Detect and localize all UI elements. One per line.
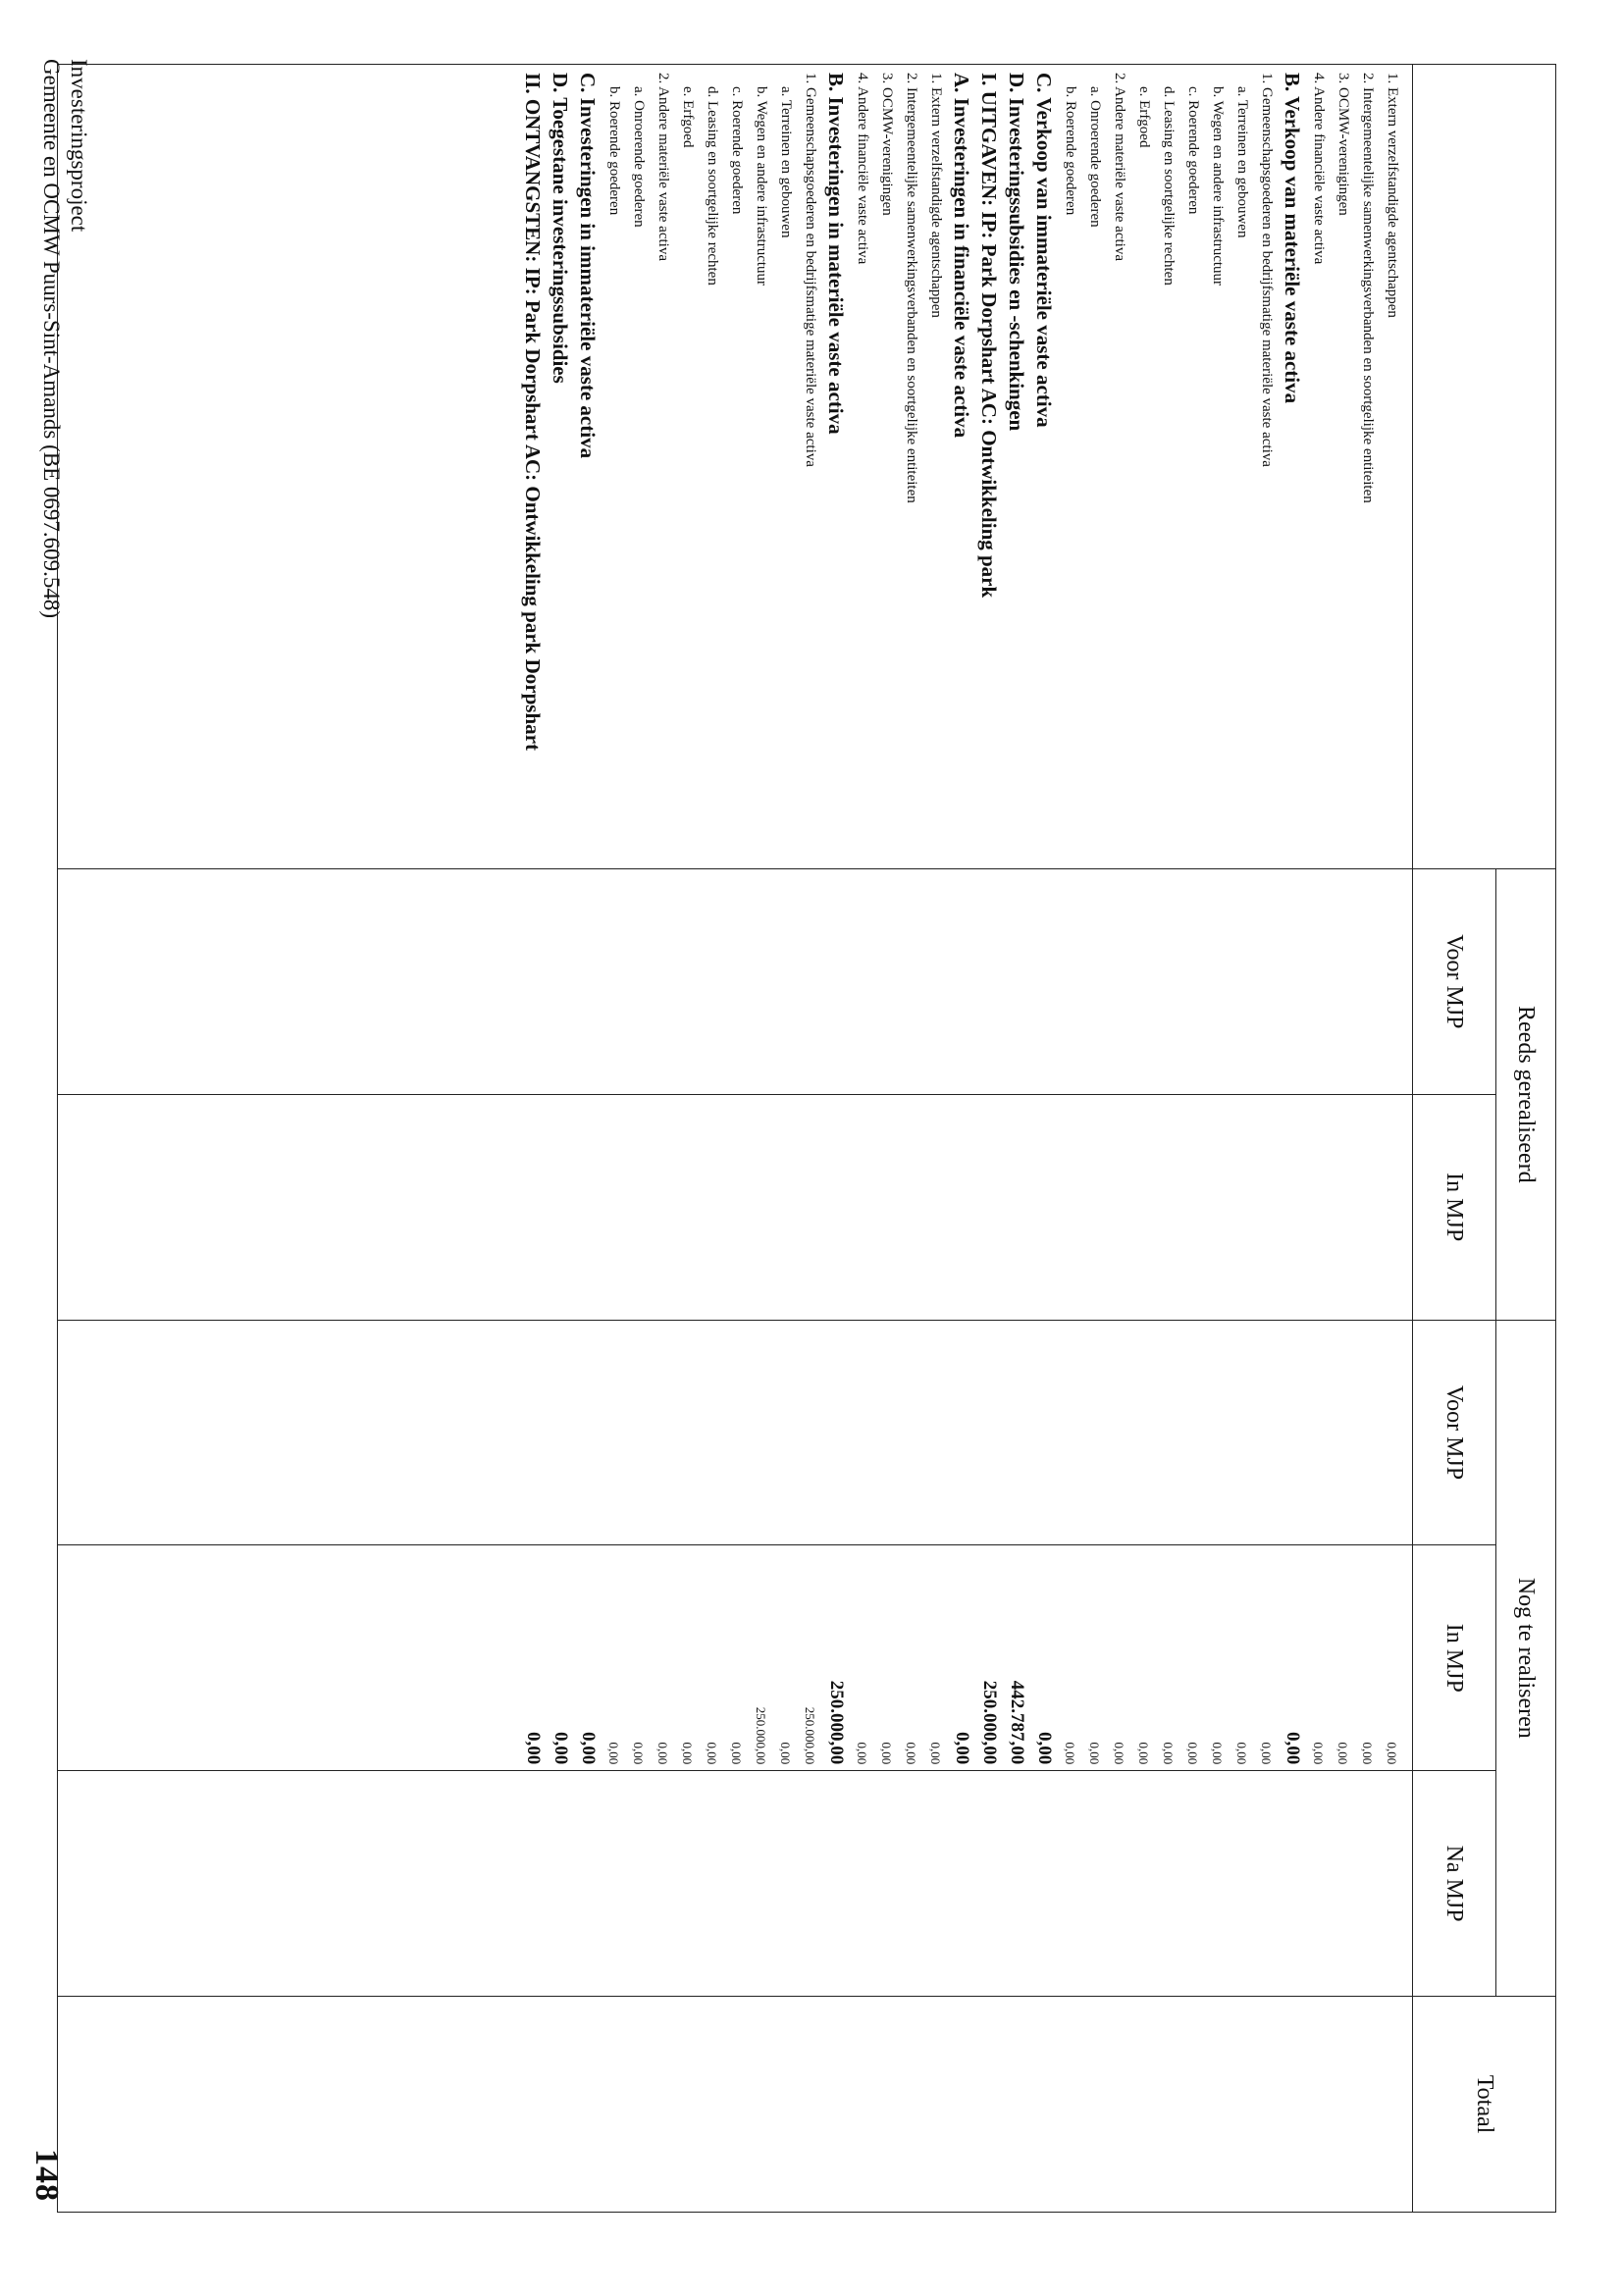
row-value-in-mjp: 0,00 <box>1034 1731 1055 1765</box>
row-label: a. Onroerende goederen <box>1087 86 1103 228</box>
label-header-cell <box>1413 65 1556 869</box>
row-label: B. Investeringen in materiële vaste activa <box>824 73 848 435</box>
row-value-in-mjp: 0,00 <box>952 1731 972 1765</box>
row-label: 1. Extern verzelfstandigde agentschappen <box>1385 73 1400 318</box>
row-label: e. Erfgoed <box>680 86 696 148</box>
row-value-in-mjp: 0,00 <box>578 1731 599 1765</box>
row-value-in-mjp: 0,00 <box>1283 1731 1303 1765</box>
row-label: 2. Andere materiële vaste activa <box>655 73 671 261</box>
row-label: b. Wegen en andere infrastructuur <box>754 86 769 287</box>
row-value-in-mjp: 250.000,00 <box>803 1706 817 1765</box>
todo-in-mjp-column <box>58 1545 1413 1771</box>
row-label: A. Investeringen in financiële vaste activa <box>950 73 973 439</box>
row-label: 2. Intergemeentelijke samenwerkingsverbanden en soortgelijke entiteiten <box>904 73 919 503</box>
row-value-in-mjp: 0,00 <box>879 1742 894 1765</box>
realized-voor-mjp-column <box>58 869 1413 1095</box>
header-todo-voor-mjp: Voor MJP <box>1413 1320 1496 1545</box>
row-label: c. Roerende goederen <box>729 86 745 215</box>
header-nog-te-realiseren: Nog te realiseren <box>1496 1320 1556 1996</box>
header-totaal: Totaal <box>1413 1997 1556 2213</box>
row-label: e. Erfgoed <box>1136 86 1152 148</box>
row-value-in-mjp: 250.000,00 <box>754 1706 768 1765</box>
footer-project-type: Investeringsproject <box>67 59 91 233</box>
row-value-in-mjp: 0,00 <box>523 1731 544 1765</box>
row-label: b. Roerende goederen <box>1063 86 1078 216</box>
row-value-in-mjp: 0,00 <box>778 1742 793 1765</box>
row-label: D. Investeringssubsidies en -schenkingen <box>1005 73 1028 432</box>
row-label: 3. OCMW-verenigingen <box>879 73 895 216</box>
row-label: 1. Gemeenschapsgoederen en bedrijfsmatige materiële vaste activa <box>803 73 818 467</box>
row-value-in-mjp: 250.000,00 <box>826 1680 847 1765</box>
investment-table <box>57 64 1556 2213</box>
row-value-in-mjp: 0,00 <box>1185 1742 1200 1765</box>
row-value-in-mjp: 0,00 <box>1311 1742 1326 1765</box>
row-value-in-mjp: 0,00 <box>1161 1742 1176 1765</box>
row-value-in-mjp: 0,00 <box>1385 1742 1399 1765</box>
row-value-in-mjp: 0,00 <box>1063 1742 1077 1765</box>
row-label: d. Leasing en soortgelijke rechten <box>1161 86 1177 286</box>
row-label: 4. Andere financiële vaste activa <box>1311 73 1327 265</box>
row-label: C. Verkoop van immateriële vaste activa <box>1032 73 1056 428</box>
row-label: 3. OCMW-verenigingen <box>1335 73 1351 216</box>
row-value-in-mjp: 0,00 <box>1210 1742 1225 1765</box>
row-value-in-mjp: 250.000,00 <box>979 1680 1000 1765</box>
row-value-in-mjp: 0,00 <box>855 1742 869 1765</box>
row-label: C. Investeringen in immateriële vaste activa <box>576 73 600 459</box>
row-label: D. Toegestane investeringssubsidies <box>549 73 572 384</box>
row-value-in-mjp: 0,00 <box>1087 1742 1102 1765</box>
header-todo-na-mjp: Na MJP <box>1413 1771 1496 1997</box>
row-value-in-mjp: 0,00 <box>1335 1742 1350 1765</box>
todo-voor-mjp-column <box>58 1320 1413 1545</box>
realized-in-mjp-column <box>58 1094 1413 1320</box>
row-label: b. Wegen en andere infrastructuur <box>1210 86 1226 287</box>
row-label: II. ONTVANGSTEN: IP: Park Dorpshart AC: Ontwikkeling park Dorpshart <box>521 73 545 751</box>
row-value-in-mjp: 0,00 <box>606 1742 621 1765</box>
row-label: I. UITGAVEN: IP: Park Dorpshart AC: Ontwikkeling park <box>977 73 1001 599</box>
row-value-in-mjp: 0,00 <box>729 1742 744 1765</box>
header-todo-in-mjp: In MJP <box>1413 1545 1496 1771</box>
row-label: B. Verkoop van materiële vaste activa <box>1281 73 1304 404</box>
footer <box>37 59 92 618</box>
row-label: 2. Andere materiële vaste activa <box>1112 73 1127 261</box>
row-labels-column <box>58 65 1413 869</box>
page-number: 148 <box>28 2149 65 2202</box>
row-value-in-mjp: 0,00 <box>680 1742 695 1765</box>
row-value-in-mjp: 442.787,00 <box>1007 1680 1027 1765</box>
row-value-in-mjp: 0,00 <box>1259 1742 1274 1765</box>
footer-organisation: Gemeente en OCMW Puurs-Sint-Amands (BE 0697.609.548) <box>39 59 64 619</box>
row-label: b. Roerende goederen <box>606 86 622 216</box>
row-label: a. Terreinen en gebouwen <box>1234 86 1250 238</box>
todo-na-mjp-column <box>58 1771 1413 1997</box>
row-value-in-mjp: 0,00 <box>904 1742 918 1765</box>
row-label: c. Roerende goederen <box>1185 86 1201 215</box>
row-label: a. Terreinen en gebouwen <box>778 86 794 238</box>
totaal-column <box>58 1997 1413 2213</box>
row-value-in-mjp: 0,00 <box>928 1742 943 1765</box>
row-value-in-mjp: 0,00 <box>550 1731 571 1765</box>
row-value-in-mjp: 0,00 <box>1136 1742 1151 1765</box>
row-label: a. Onroerende goederen <box>631 86 647 228</box>
header-reeds-gerealiseerd: Reeds gerealiseerd <box>1496 869 1556 1321</box>
row-label: 1. Gemeenschapsgoederen en bedrijfsmatige materiële vaste activa <box>1259 73 1275 467</box>
row-value-in-mjp: 0,00 <box>655 1742 670 1765</box>
row-value-in-mjp: 0,00 <box>705 1742 719 1765</box>
row-label: 2. Intergemeentelijke samenwerkingsverbanden en soortgelijke entiteiten <box>1360 73 1376 503</box>
row-value-in-mjp: 0,00 <box>1360 1742 1375 1765</box>
row-label: 4. Andere financiële vaste activa <box>855 73 870 265</box>
row-label: 1. Extern verzelfstandigde agentschappen <box>928 73 944 318</box>
header-realized-in-mjp: In MJP <box>1413 1094 1496 1320</box>
row-value-in-mjp: 0,00 <box>631 1742 646 1765</box>
header-realized-voor-mjp: Voor MJP <box>1413 869 1496 1095</box>
row-value-in-mjp: 0,00 <box>1112 1742 1126 1765</box>
row-value-in-mjp: 0,00 <box>1234 1742 1249 1765</box>
row-label: d. Leasing en soortgelijke rechten <box>705 86 720 286</box>
